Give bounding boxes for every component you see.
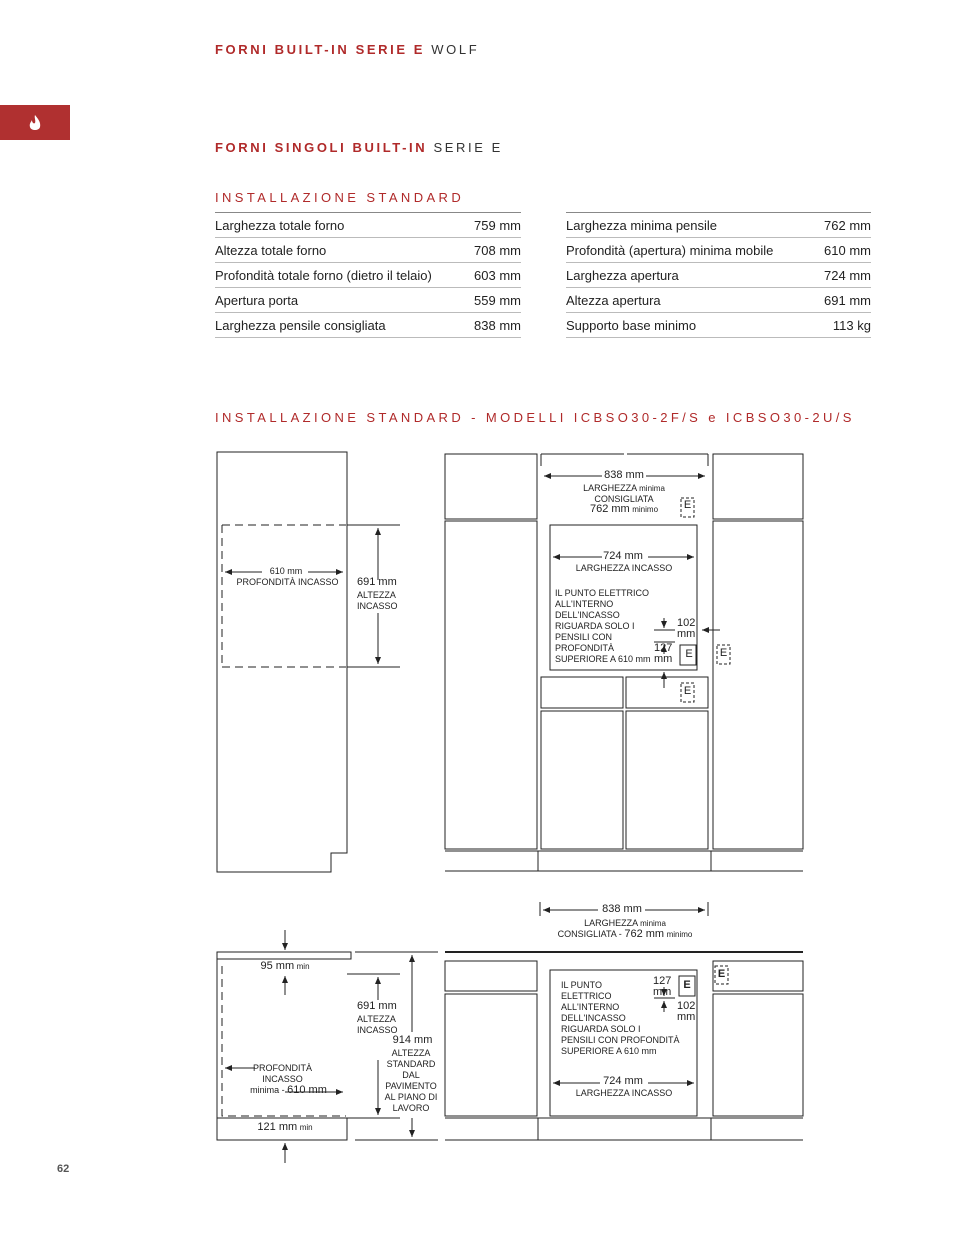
bottom-clearance: 121 mm min [257,1121,313,1133]
row-value: 724 mm [815,263,871,288]
floor-height-label: ALTEZZA STANDARD DAL PAVIMENTO AL PIANO DI LAVORO [384,1048,438,1113]
bottom-cutout-width: 724 mm [603,1075,643,1087]
row-value: 559 mm [467,288,522,313]
row-value: 610 mm [815,238,871,263]
e-marker: E [717,968,726,980]
side-height-label1: ALTEZZA [357,590,396,600]
row-label: Profondità totale forno (dietro il telaio) [215,263,467,288]
cutout-width: 724 mm [603,550,643,562]
row-value: 691 mm [815,288,871,313]
front-cab-width: 838 mm [604,469,644,481]
row-label: Larghezza minima pensile [566,213,815,238]
bottom-height-value: 691 mm [357,1000,397,1012]
row-label: Altezza apertura [566,288,815,313]
row-value: 762 mm [815,213,871,238]
electrical-note: IL PUNTO ELETTRICO ALL'INTERNO DELL'INCASSO RIGUARDA SOLO I PENSILI CON PROFONDITÀ SUPERIORE A 610 mm [555,588,651,664]
row-value: 838 mm [467,313,522,338]
side-cabinet-bottom [217,952,351,959]
row-value: 708 mm [467,238,522,263]
section1-title: INSTALLAZIONE STANDARD [215,190,465,205]
e-marker: E [683,979,691,991]
bottom-cutout-label: LARGHEZZA INCASSO [575,1088,673,1098]
header-title-bold: FORNI BUILT-IN SERIE E [215,42,426,57]
e-marker: E [719,647,728,659]
top-clearance: 95 mm min [260,960,310,972]
e-marker: E [683,499,692,511]
row-value: 113 kg [815,313,871,338]
dim-102: 102 mm [677,617,696,640]
e-marker: E [683,685,692,697]
bottom-dim-102: 102 mm [677,1000,696,1023]
section2-title: INSTALLAZIONE STANDARD - MODELLI ICBSO30-2F/S e ICBSO30-2U/S [215,410,855,425]
front-cab-label1: LARGHEZZA minima [583,483,665,493]
front-cab-min: 762 mm minimo [589,503,659,515]
bottom-depth-value: minima - 610 mm [250,1084,327,1096]
bottom-electrical-note: IL PUNTO ELETTRICO ALL'INTERNO DELL'INCASSO RIGUARDA SOLO I PENSILI CON PROFONDITÀ SUPERIORE A 610 mm [561,980,680,1056]
side-cabinet-outline [217,452,347,872]
row-label: Larghezza apertura [566,263,815,288]
side-height-label2: INCASSO [357,601,398,611]
front-cab-label2: CONSIGLIATA [594,494,654,504]
bottom-depth-label2: INCASSO [262,1074,303,1084]
bottom-depth-label1: PROFONDITÀ [252,1063,312,1073]
side-cutout-dashed [222,525,346,667]
row-label: Altezza totale forno [215,238,467,263]
row-label: Larghezza pensile consigliata [215,313,467,338]
subtitle-bold: FORNI SINGOLI BUILT-IN [215,140,428,155]
row-label: Larghezza totale forno [215,213,467,238]
floor-height-value: 914 mm [392,1034,433,1046]
row-label: Supporto base minimo [566,313,815,338]
bottom-height-label2: INCASSO [357,1025,398,1035]
bottom-cab-width: 838 mm [602,903,642,915]
side-depth-label: PROFONDITÀ INCASSO [236,577,339,587]
bottom-cab-label1: LARGHEZZA minima [584,918,666,928]
row-value: 759 mm [467,213,522,238]
side-depth-value: 610 mm [269,566,303,576]
row-value: 603 mm [467,263,522,288]
subtitle-light: SERIE E [433,140,503,155]
row-label: Apertura porta [215,288,467,313]
bottom-dim-127: 127 mm [653,975,672,998]
bottom-height-label1: ALTEZZA [357,1014,396,1024]
row-label: Profondità (apertura) minima mobile [566,238,815,263]
e-marker: E [685,648,693,660]
cutout-label: LARGHEZZA INCASSO [575,563,673,573]
dim-127: 127 mm [654,642,673,665]
page-number: 62 [57,1163,70,1175]
header-title-light: WOLF [431,42,480,57]
bottom-cab-min: CONSIGLIATA - 762 mm minimo [557,928,693,940]
side-height-value: 691 mm [357,576,397,588]
